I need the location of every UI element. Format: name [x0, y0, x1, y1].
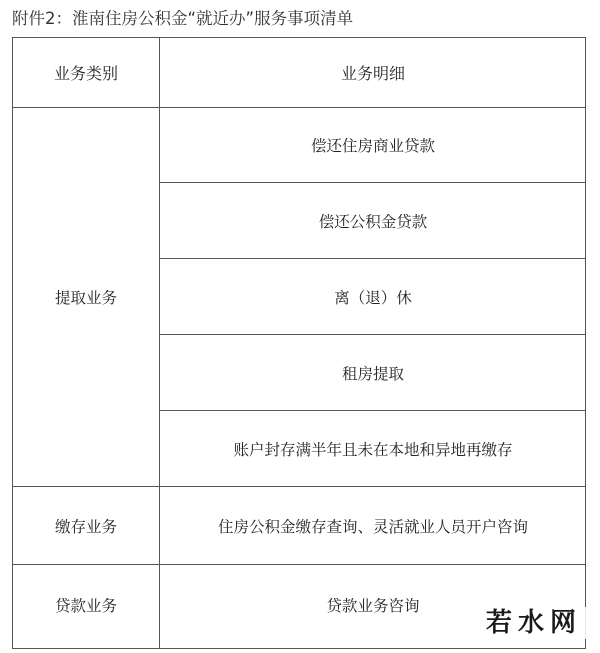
- detail-cell: 偿还公积金贷款: [318, 212, 428, 231]
- category-cell-loan: 贷款业务: [54, 597, 117, 615]
- detail-cell: 偿还住房商业贷款: [310, 137, 435, 155]
- detail-cell: 住房公积金缴存查询、灵活就业人员开户咨询: [217, 517, 528, 536]
- detail-cell: 租房提取: [341, 364, 404, 383]
- document-title: 附件2：淮南住房公积金“就近办”服务事项清单: [12, 9, 354, 28]
- category-cell-deposit: 缴存业务: [54, 517, 117, 536]
- site-watermark: 若水网: [482, 607, 586, 639]
- header-detail: 业务明细: [340, 64, 405, 83]
- detail-cell: 离（退）休: [334, 288, 412, 307]
- detail-cell: 账户封存满半年且未在本地和异地再缴存: [233, 440, 513, 459]
- service-table: [12, 37, 586, 649]
- category-cell-withdrawal: 提取业务: [54, 289, 117, 307]
- header-category: 业务类别: [53, 64, 118, 83]
- detail-cell: 贷款业务咨询: [326, 597, 420, 615]
